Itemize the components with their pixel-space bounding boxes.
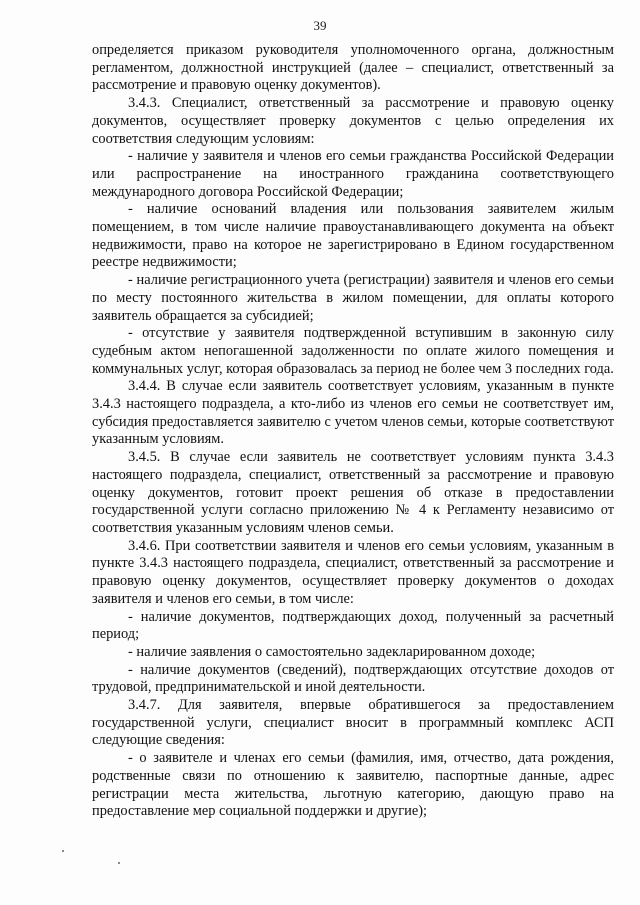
list-item: - наличие у заявителя и членов его семьи гражданства Российской Федерации или распространение на иностранного гражданина соответствующего международного договора Российской Федерации; [92, 148, 614, 200]
paragraph: определяется приказом руководителя уполномоченного органа, должностным регламентом, должностной инструкцией (далее – специалист, ответственный за рассмотрение и правовую оценку документов). [92, 42, 614, 94]
list-item: - наличие заявления о самостоятельно задекларированном доходе; [128, 643, 536, 660]
scan-speck [118, 862, 120, 864]
list-item: - наличие оснований владения или пользования заявителем жилым помещением, в том числе наличие правоустанавливающего документа на объект недвижимости, право на которое не зарегистрировано в Едином государственном реестре недвижимости; [92, 201, 614, 271]
page-number: 39 [313, 18, 327, 33]
scan-speck [62, 850, 64, 852]
list-item: - наличие регистрационного учета (регистрации) заявителя и членов его семьи по месту постоянного жительства в жилом помещении, для оплаты которого заявитель обращается за субсидией; [92, 272, 614, 324]
list-item: - отсутствие у заявителя подтвержденной вступившим в законную силу судебным актом непогашенной задолженности по оплате жилого помещения и коммунальных услуг, которая образовалась за период не более чем 3 последних года. [92, 325, 614, 377]
paragraph: 3.4.7. Для заявителя, впервые обратившегося за предоставлением государственной услуги, специалист вносит в программный комплекс АСП следующие сведения: [92, 697, 614, 749]
paragraph: 3.4.5. В случае если заявитель не соответствует условиям пункта 3.4.3 настоящего подраздела, специалист, ответственный за рассмотрение и правовую оценку документов, готовит проект решения об отказе в предоставлении государственной услуги согласно приложению № 4 к Регламенту независимо от соответствия указанным условиям членов семьи. [92, 449, 614, 536]
paragraph: 3.4.4. В случае если заявитель соответствует условиям, указанным в пункте 3.4.3 настоящего подраздела, а кто-либо из членов его семьи не соответствует им, субсидия предоставляется заявителю с учетом членов семьи, которые соответствуют указанным условиям. [92, 378, 614, 448]
list-item: - наличие документов (сведений), подтверждающих отсутствие доходов от трудовой, предпринимательской и иной деятельности. [92, 661, 614, 696]
document-body [92, 42, 614, 821]
paragraph: 3.4.3. Специалист, ответственный за рассмотрение и правовую оценку документов, осуществляет проверку документов с целью определения их соответствия следующим условиям: [92, 95, 614, 147]
paragraph: 3.4.6. При соответствии заявителя и членов его семьи условиям, указанным в пункте 3.4.3 настоящего подраздела, специалист, ответственный за рассмотрение и правовую оценку документов, осуществляет проверку документов о доходах заявителя и членов его семьи, в том числе: [92, 537, 614, 607]
list-item: - о заявителе и членах его семьи (фамилия, имя, отчество, дата рождения, родственные связи по отношению к заявителю, паспортные данные, адрес регистрации места жительства, льготную категорию, дающую право на предоставление мер социальной поддержки и другие); [92, 750, 614, 820]
list-item: - наличие документов, подтверждающих доход, полученный за расчетный период; [92, 608, 614, 643]
